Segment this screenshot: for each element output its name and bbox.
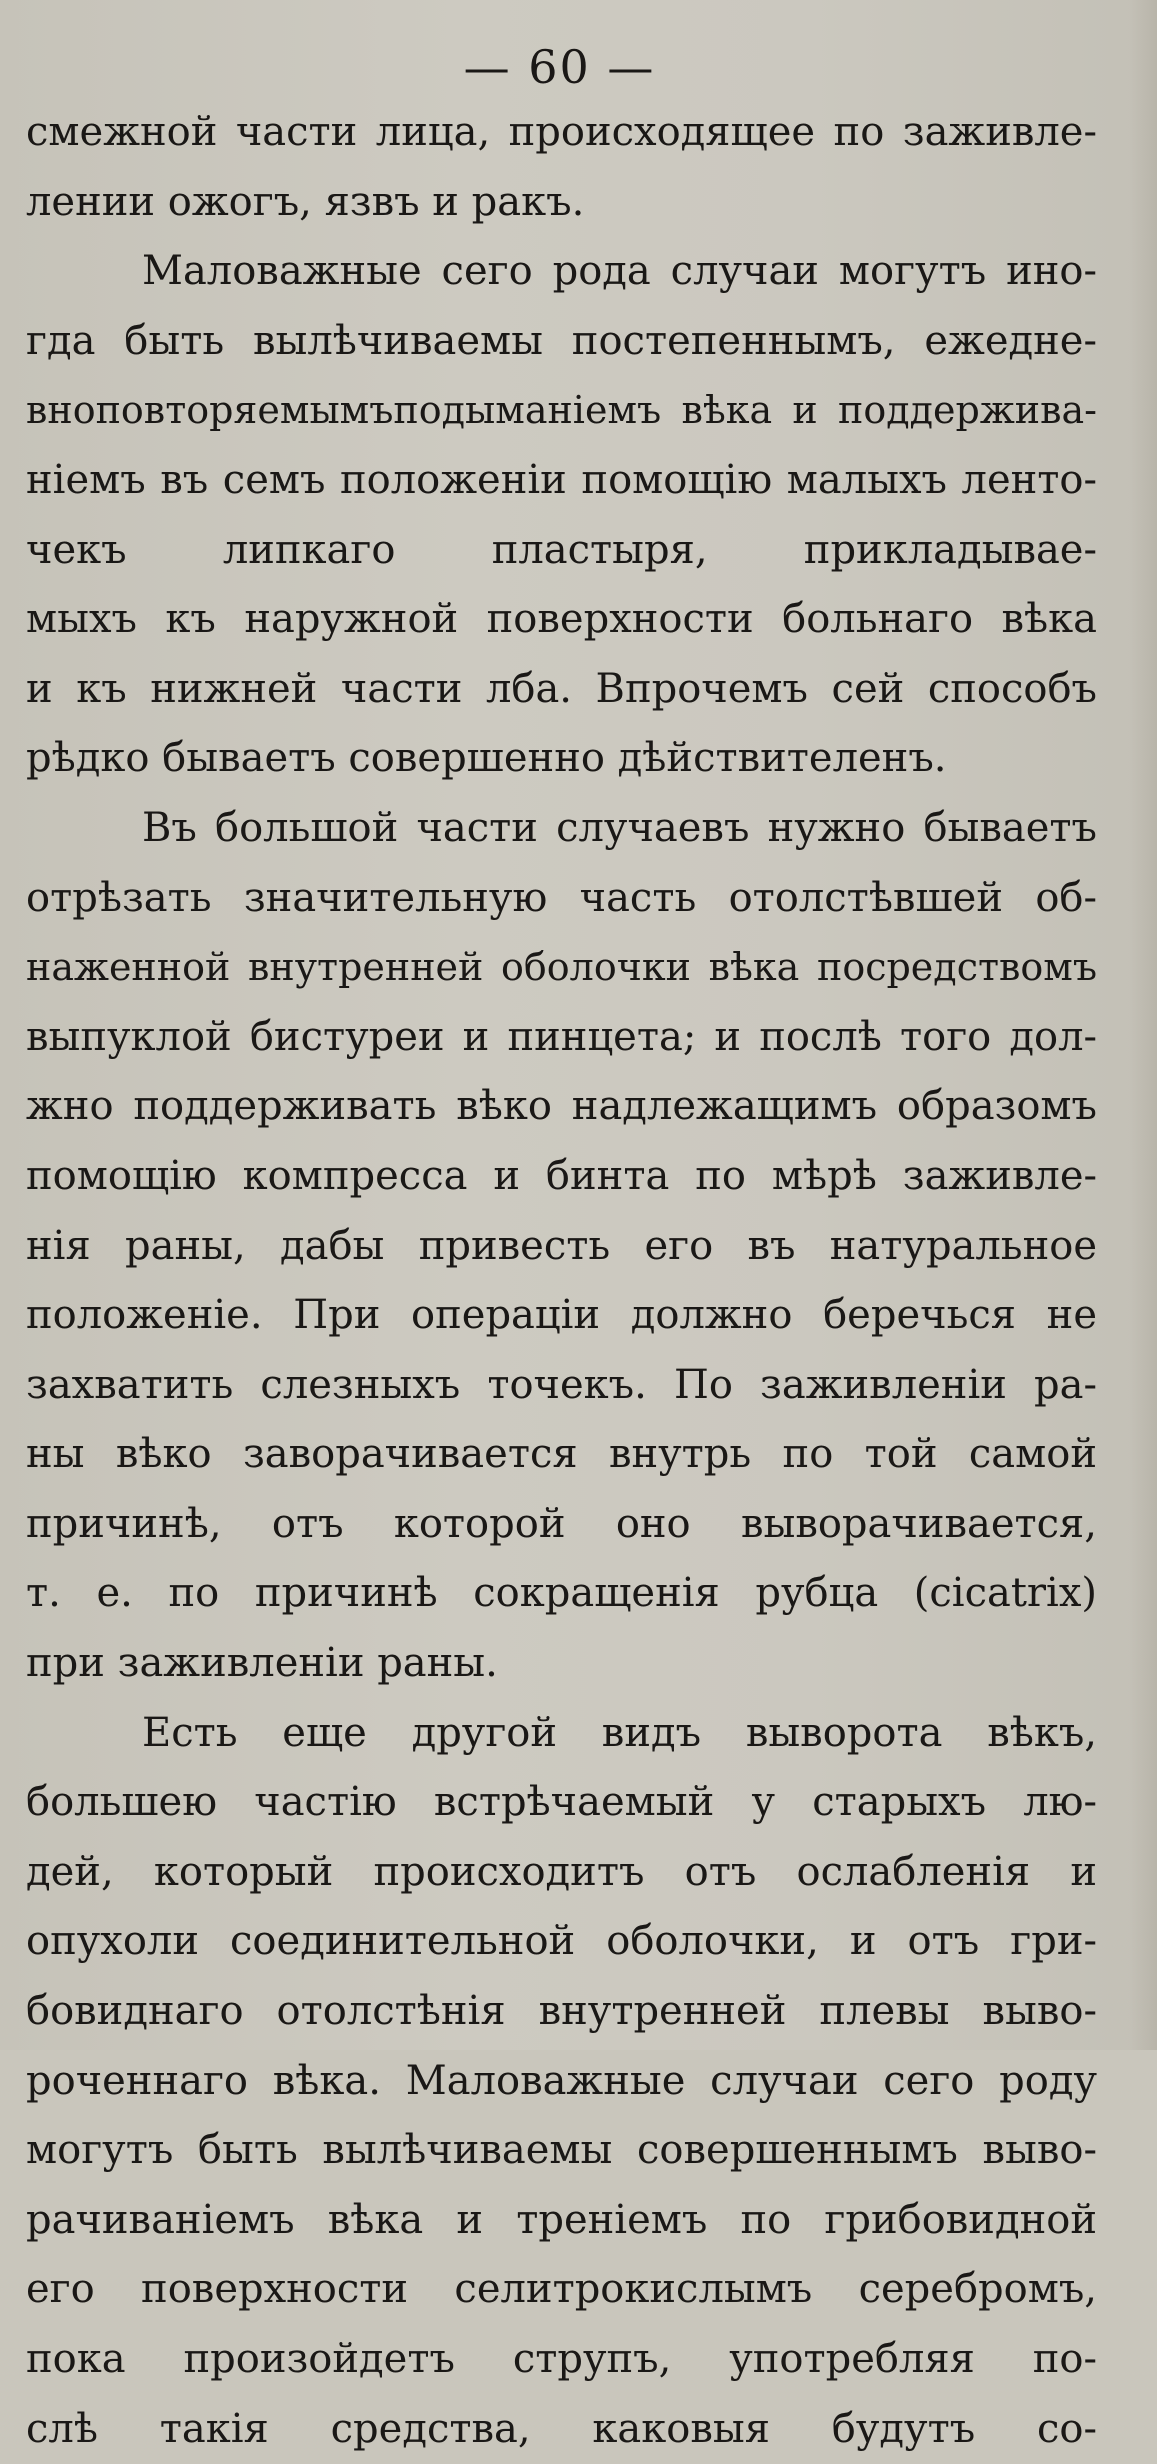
text-line: его поверхности селитрокислымъ серебромъ, — [26, 2266, 1097, 2313]
text-line: рѣдко бываетъ совершенно дѣйствителенъ. — [26, 735, 947, 782]
text-line: т. е. по причинѣ сокращенія рубца (cicatrix) — [26, 1570, 1097, 1617]
text-line: нія раны, дабы привесть его въ натуральное — [26, 1222, 1097, 1269]
text-line: опухоли соединительной оболочки, и отъ гри- — [26, 1918, 1097, 1965]
text-line: рачиваніемъ вѣка и треніемъ по грибовидной — [26, 2196, 1097, 2243]
text-line: захватить слезныхъ точекъ. По заживленіи ра- — [26, 1361, 1097, 1408]
text-line: ніемъ въ семъ положеніи помощію малыхъ ленто- — [26, 456, 1097, 503]
text-line: Маловажные сего рода случаи могутъ ино- — [142, 248, 1097, 295]
text-line: ны вѣко заворачивается внутрь по той самой — [26, 1431, 1097, 1478]
text-line: большею частію встрѣчаемый у старыхъ лю- — [26, 1779, 1097, 1826]
text-line: жно поддерживать вѣко надлежащимъ образомъ — [26, 1083, 1097, 1130]
text-line: и къ нижней части лба. Впрочемъ сей способъ — [26, 665, 1097, 712]
text-line: положеніе. При операціи должно беречься не — [26, 1292, 1097, 1339]
text-line: причинѣ, отъ которой оно выворачивается, — [26, 1500, 1097, 1547]
text-line: чекъ липкаго пластыря, прикладывае- — [26, 526, 1097, 573]
text-line: при заживленіи раны. — [26, 1640, 498, 1687]
text-line: Въ большой части случаевъ нужно бываетъ — [142, 804, 1097, 851]
text-line: пока произойдетъ струпъ, употребляя по- — [26, 2336, 1097, 2382]
page-number: — 60 — — [463, 40, 656, 94]
text-line: бовиднаго отолстѣнія внутренней плевы выво- — [26, 1988, 1097, 2035]
text-line: роченнаго вѣка. Маловажные случаи сего роду — [26, 2057, 1097, 2104]
text-line: лении ожогъ, язвъ и ракъ. — [26, 178, 585, 225]
text-line: помощію компресса и бинта по мѣрѣ заживле- — [26, 1152, 1097, 1199]
text-line: дей, который происходитъ отъ ослабленія и — [26, 1848, 1097, 1895]
text-line: могутъ быть вылѣчиваемы совершеннымъ выво- — [26, 2127, 1097, 2174]
page-edge-shadow — [1129, 0, 1157, 2050]
text-line: выпуклой бистуреи и пинцета; и послѣ того дол- — [26, 1013, 1097, 1060]
text-line: Есть еще другой видъ выворота вѣкъ, — [142, 1709, 1097, 1756]
text-line: смежной части лица, происходящее по заживле- — [26, 109, 1097, 155]
text-line: вноповторяемымъподыманіемъ вѣка и поддержива- — [26, 388, 1097, 433]
text-line: слѣ такія средства, каковыя будутъ со- — [26, 2405, 1097, 2452]
text-line: отрѣзать значительную часть отолстѣвшей об- — [26, 874, 1097, 921]
text-line: наженной внутренней оболочки вѣка посредствомъ — [26, 945, 1097, 990]
body-text — [22, 98, 1097, 2464]
text-line: гда быть вылѣчиваемы постепеннымъ, ежедне- — [26, 317, 1097, 364]
text-line: мыхъ къ наружной поверхности больнаго вѣка — [26, 596, 1097, 643]
